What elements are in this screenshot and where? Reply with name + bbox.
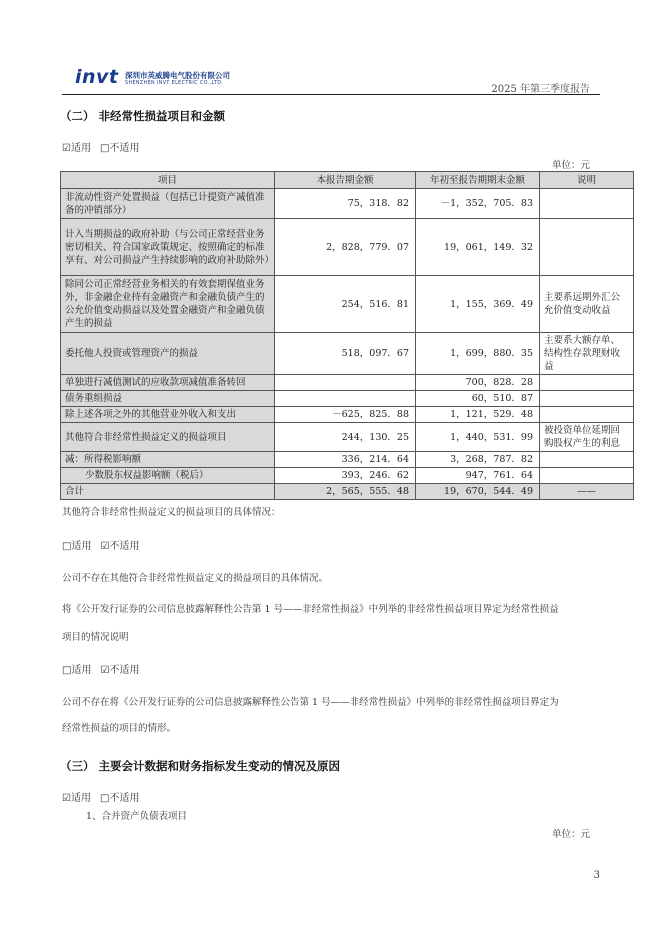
applicability-options-3 (62, 661, 139, 676)
report-title: 2025 年第三季度报告 (491, 84, 590, 95)
applicability-options (62, 139, 139, 154)
row-item: 除上述各项之外的其他营业外收入和支出 (61, 407, 275, 423)
row-current: 336，214．64 (275, 452, 416, 468)
other-items-text: 公司不存在其他符合非经常性损益定义的损益项目的具体情况。 (62, 573, 329, 584)
row-current: 244，130．25 (275, 423, 416, 452)
company-name-cn: 深圳市英威腾电气股份有限公司 (125, 71, 230, 80)
row-ytd: 19，061，149．32 (416, 219, 540, 276)
logo-text: invt (75, 66, 119, 88)
table-row (61, 375, 634, 391)
table-row (61, 407, 634, 423)
table-row (61, 391, 634, 407)
row-note: 被投资单位延期回购股权产生的利息 (540, 423, 634, 452)
table-row (61, 276, 634, 333)
row-note (540, 219, 634, 276)
unit-label: 单位：元 (551, 160, 590, 171)
row-item: 计入当期损益的政府补助（与公司正常经营业务密切相关、符合国家政策规定、按照确定的标准享有、对公司损益产生持续影响的政府补助除外） (61, 219, 275, 276)
applicability-options-4 (62, 789, 139, 804)
other-items-title: 其他符合非经常性损益定义的损益项目的具体情况： (62, 507, 281, 518)
row-current (275, 375, 416, 391)
header-item: 项目 (61, 172, 275, 189)
define-text-line2: 经常性损益的项目的情形。 (62, 723, 177, 734)
row-current (275, 391, 416, 407)
table-row (61, 219, 634, 276)
row-ytd: 700，828．28 (416, 375, 540, 391)
section-title-nonrecurring: （二） 非经常性损益项目和金额 (60, 109, 226, 123)
row-ytd: 1，155，369．49 (416, 276, 540, 333)
define-text-line1: 公司不存在将《公开发行证券的公司信息披露解释性公告第 1 号——非经常性损益》中列举的非经常性损益项目界定为 (62, 697, 559, 708)
row-ytd: 947，761．64 (416, 468, 540, 484)
define-title-line2: 项目的情况说明 (62, 632, 129, 643)
row-item: 少数股东权益影响额（税后） (61, 468, 275, 484)
row-current: 254，516．81 (275, 276, 416, 333)
row-current: 393，246．62 (275, 468, 416, 484)
table-row (61, 333, 634, 375)
section-title-changes: （三） 主要会计数据和财务指标发生变动的情况及原因 (60, 759, 341, 773)
row-note (540, 189, 634, 219)
table-header-row (61, 172, 634, 189)
not-applicable-checkbox[interactable]: □不适用 (100, 793, 140, 804)
row-note (540, 391, 634, 407)
row-item: 委托他人投资或管理资产的损益 (61, 333, 275, 375)
header-ytd: 年初至报告期期末金额 (416, 172, 540, 189)
applicable-checkbox[interactable]: □适用 (62, 665, 92, 676)
not-applicable-checkbox[interactable]: □不适用 (100, 143, 140, 154)
row-current: 518，097．67 (275, 333, 416, 375)
row-note (540, 375, 634, 391)
header-divider (62, 94, 600, 95)
applicability-options-2 (62, 537, 139, 552)
row-current: 2，828，779．07 (275, 219, 416, 276)
row-note (540, 452, 634, 468)
row-note (540, 468, 634, 484)
page-number: 3 (593, 870, 600, 881)
row-current: 2，565，555．48 (275, 484, 416, 500)
row-ytd: 60，510．87 (416, 391, 540, 407)
unit-label-2: 单位：元 (551, 829, 590, 840)
row-current: 75，318．82 (275, 189, 416, 219)
row-ytd: －1，352，705．83 (416, 189, 540, 219)
table-row (61, 468, 634, 484)
applicable-checkbox[interactable]: □适用 (62, 541, 92, 552)
row-current: －625，825．88 (275, 407, 416, 423)
row-item: 合计 (61, 484, 275, 500)
row-item: 单独进行减值测试的应收款项减值准备转回 (61, 375, 275, 391)
row-item: 债务重组损益 (61, 391, 275, 407)
nonrecurring-table (60, 171, 634, 500)
row-item: 其他符合非经常性损益定义的损益项目 (61, 423, 275, 452)
applicable-checkbox[interactable]: ☑适用 (62, 143, 91, 154)
not-applicable-checkbox[interactable]: ☑不适用 (100, 541, 140, 552)
header-note: 说明 (540, 172, 634, 189)
define-title-line1: 将《公开发行证券的公司信息披露解释性公告第 1 号——非经常性损益》中列举的非经常性损益项目界定为经常性损益 (62, 604, 559, 615)
row-item: 减：所得税影响额 (61, 452, 275, 468)
table-row (61, 423, 634, 452)
row-ytd: 3，268，787．82 (416, 452, 540, 468)
row-note (540, 407, 634, 423)
row-note: 主要系大额存单、结构性存款理财收益 (540, 333, 634, 375)
subitem-balance-sheet: 1、合并资产负债表项目 (86, 811, 188, 822)
row-ytd: 1，440，531．99 (416, 423, 540, 452)
applicable-checkbox[interactable]: ☑适用 (62, 793, 91, 804)
not-applicable-checkbox[interactable]: ☑不适用 (100, 665, 140, 676)
row-note: —— (540, 484, 634, 500)
row-ytd: 1，699，880．35 (416, 333, 540, 375)
company-logo (75, 66, 119, 88)
company-name-en: SHENZHEN INVT ELECTRIC CO.,LTD. (125, 81, 224, 86)
row-ytd: 1，121，529．48 (416, 407, 540, 423)
row-item: 非流动性资产处置损益（包括已计提资产减值准备的冲销部分） (61, 189, 275, 219)
table-row (61, 189, 634, 219)
header-current: 本报告期金额 (275, 172, 416, 189)
table-row (61, 452, 634, 468)
row-note: 主要系远期外汇公允价值变动收益 (540, 276, 634, 333)
table-total-row (61, 484, 634, 500)
row-item: 除同公司正常经营业务相关的有效套期保值业务外，非金融企业持有金融资产和金融负债产生的公允价值变动损益以及处置金融资产和金融负债产生的损益 (61, 276, 275, 333)
row-ytd: 19，670，544．49 (416, 484, 540, 500)
